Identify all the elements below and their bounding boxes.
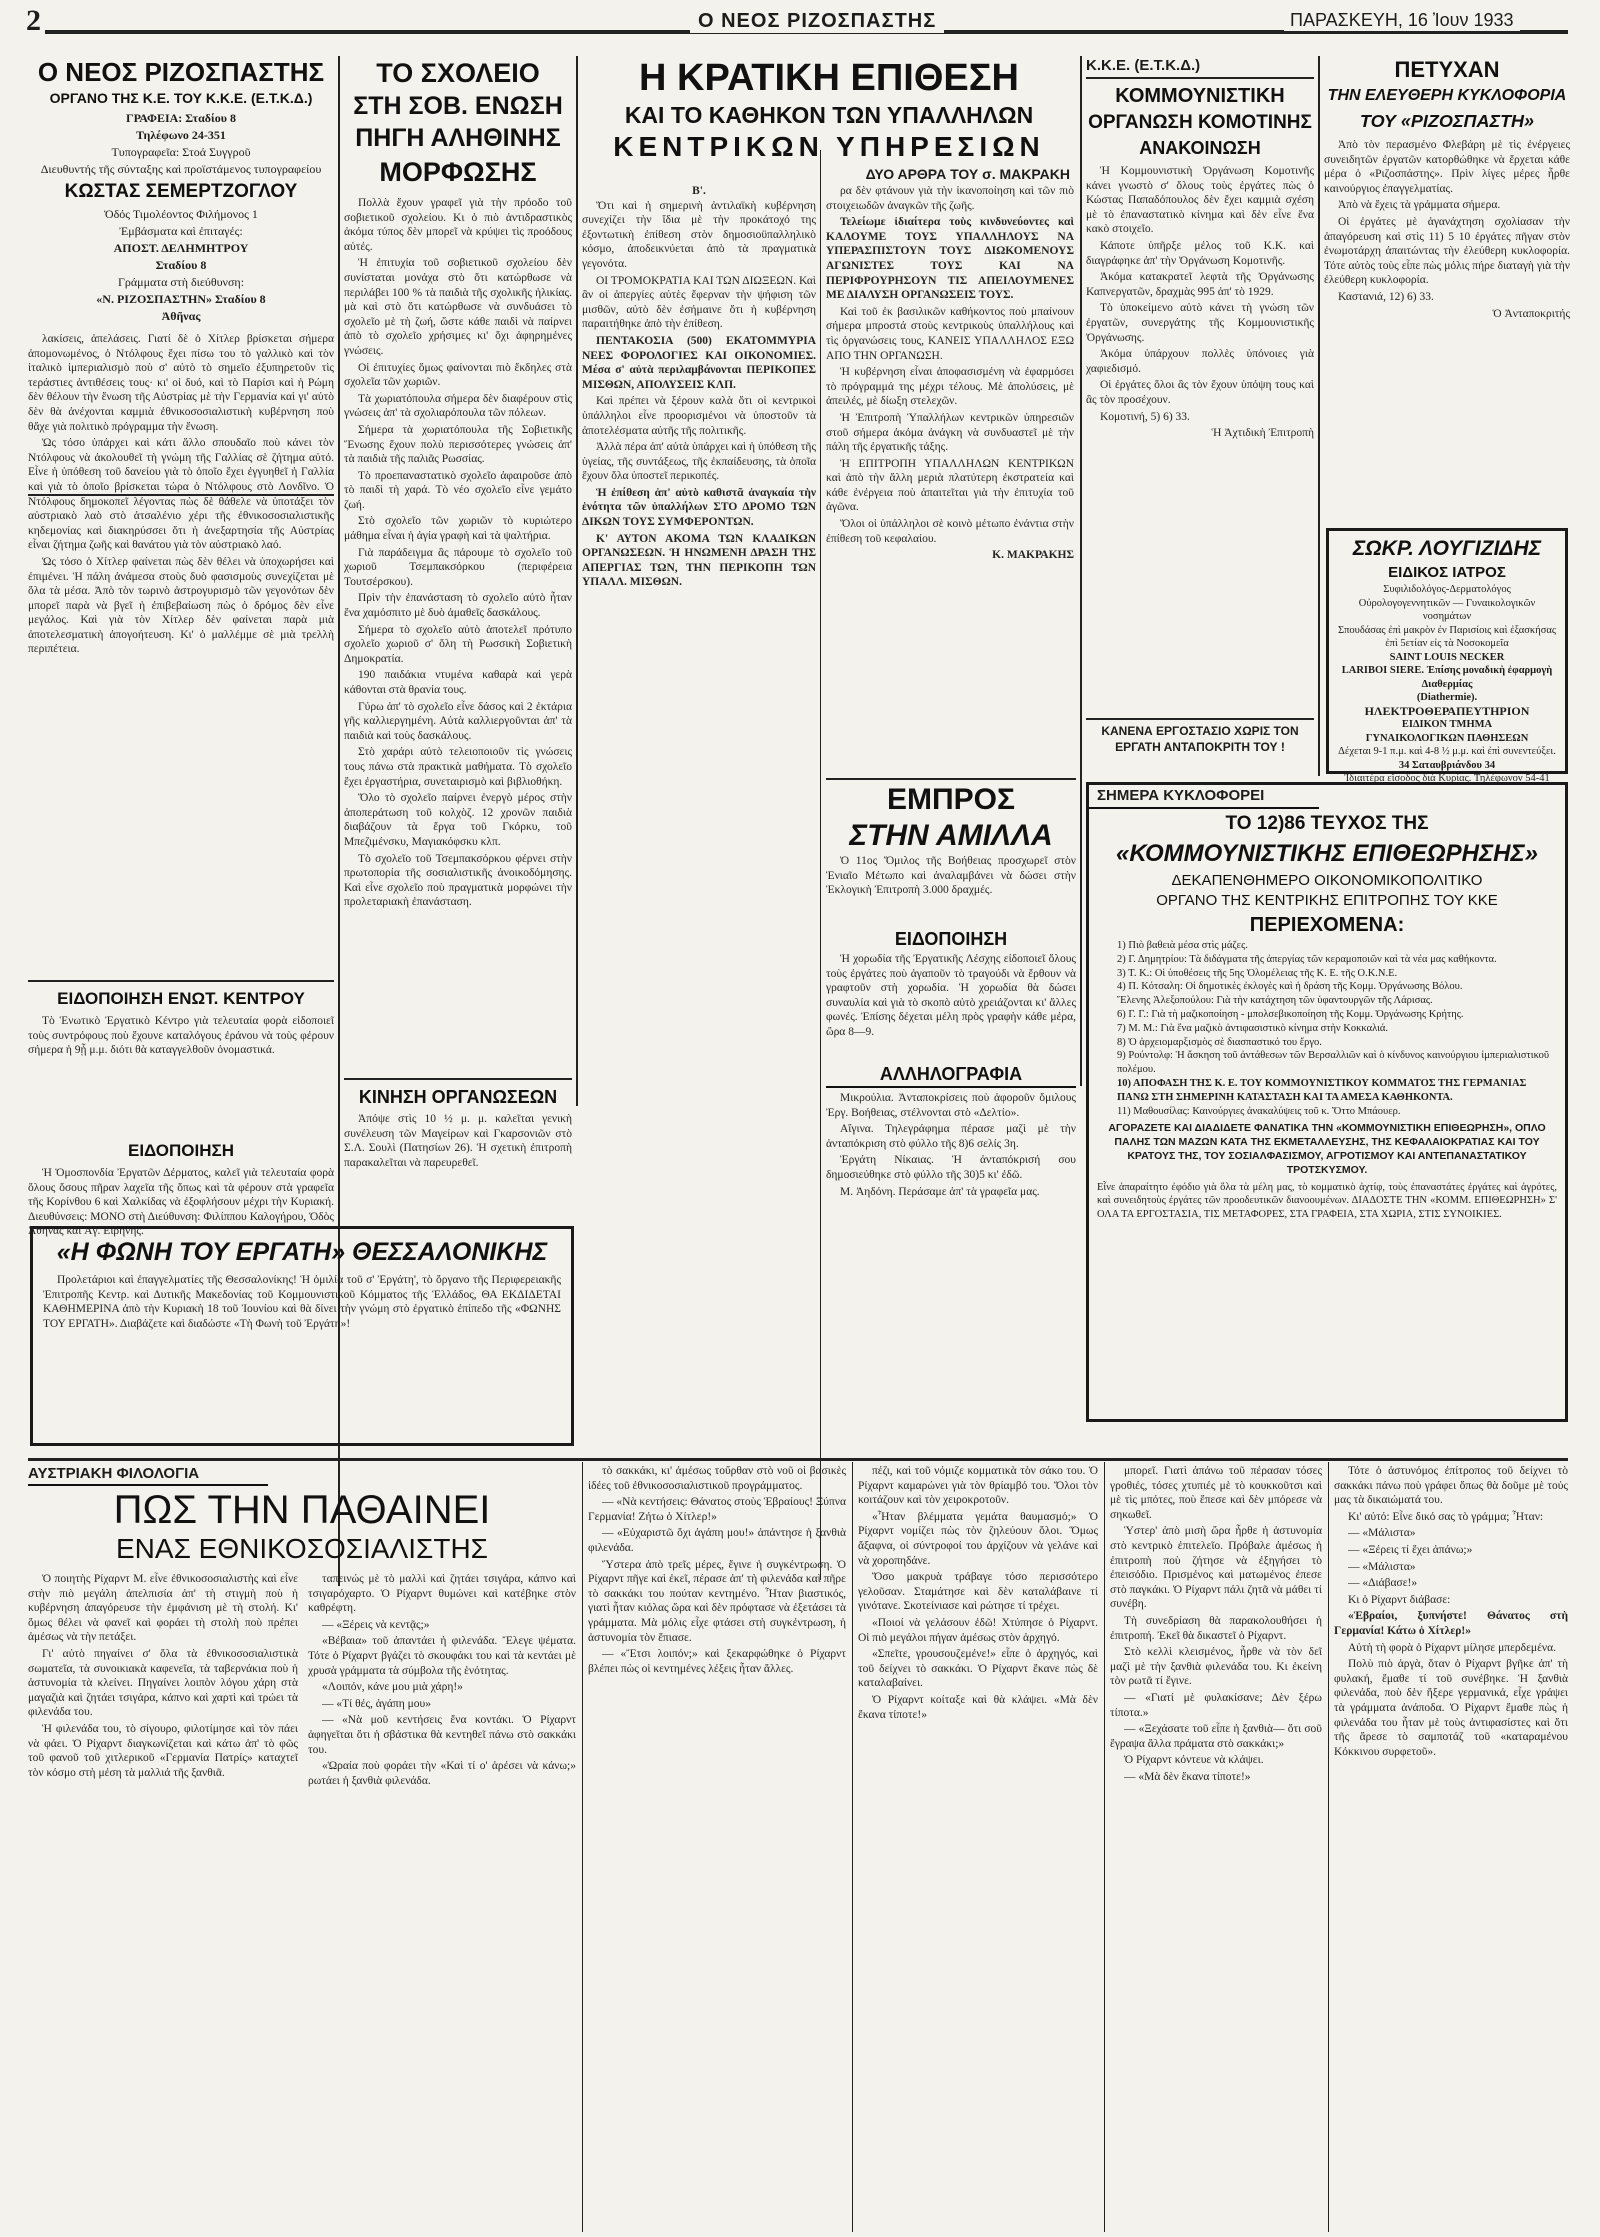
review-item: 11) Μαθουσίλας: Καινούργιες ἀνακαλύψεις τοῦ κ. Ὄττο Μπάουερ. bbox=[1117, 1105, 1401, 1117]
doctor-line: SAINT LOUIS NECKER bbox=[1389, 651, 1505, 663]
paragraph: πέζι, καὶ τοῦ νόμιζε κομματικὰ τὸν σάκο του. Ὁ Ρίχαρντ καμαρώνει γιὰ τὸν θρίαμβό του. Ὅλοι τὸν κοιτάζουν καὶ τὸν χειροκροτοῦν. bbox=[858, 1465, 1098, 1507]
doctor-line: Δέχεται 9-1 π.μ. καὶ 4-8 ½ μ.μ. καὶ ἐπὶ συνεντεύξει. bbox=[1338, 746, 1556, 757]
paragraph: Ὅσο μακρυὰ τράβαγε τόσο περισσότερο γελοῦσαν. Σταμάτησε καὶ δὲν καταλάβαινε τί γινότανε. Σκοτείνιασε καὶ ρώτησε τί τρέχει. bbox=[858, 1571, 1098, 1613]
doctor-line: Σπουδάσας ἐπὶ μακρὸν ἐν Παρισίοις καὶ ἐξασκήσας ἐπὶ 5ετίαν εἰς τὰ Νοσοκομεῖα bbox=[1337, 624, 1557, 649]
paragraph: Πολὺ πιὸ ἀργὰ, ὅταν ὁ Ρίχαρντ βγῆκε ἀπ' τὴ φυλακή, ἔμαθε τί τοῦ συνέβηκε. Ἡ ξανθιὰ φιλενάδα, ποὺ δὲν ἤξερε γερμανικά, εἶχε γράψει τὰ γράμματα ἀνάποδα. Ὁ Ρίχαρντ ἔμαθε πὼς ἡ φιλενάδα του ἦταν μὲ τοὺς ἀντιφασίστες καὶ ὅτι τῆς ἄρεσε τὸ σαμποτάζ τοῦ «καταραμένου Κόκκινου συρφετοῦ». bbox=[1334, 1658, 1568, 1758]
movement-title: ΚΙΝΗΣΗ ΟΡΓΑΝΩΣΕΩΝ bbox=[358, 1087, 558, 1107]
paragraph: Κομοτινή, 5) 6) 33. bbox=[1100, 410, 1190, 423]
notice-textile-text: Ἡ Ὁμοσπονδία Ἐργατῶν Δέρματος, καλεῖ γιὰ τελευταία φορὰ ὅλους ὅσους πῆραν λαχεῖα τῆς ὅπως καὶ τὰ φέρουν στὰ γραφεῖα τῆς Κορίνθου 6 καὶ Χαλκίδας νὰ ἐξοφλήσουν μέχρι τὴν Κυριακή. Διευθύνσεις: ΜΟΝΟ στὴ Διεύθυνση: Φιλίππου Καλογήρου, Ὁδὸς Ἀθηνᾶς καὶ Ἀγ. Εἰρήνης. bbox=[28, 1167, 334, 1238]
paragraph: Ἀλλὰ πέρα ἀπ' αὐτὰ ὑπάρχει καὶ ἡ ὑπόθεση τῆς ὑγείας, τῆς συντάξεως, τῆς ἐκπαίδευσης, τὰ ὁποῖα ἔχουν ὅλα ὑποστεῖ περικοπές. bbox=[582, 441, 816, 483]
letter-line: Αἴγινα. Τηλεγράφημα πέρασε μαζὶ μὲ τὴν ἀνταπόκριση στὸ φύλλο τῆς 8)6 σελίς 3η. bbox=[826, 1123, 1076, 1150]
forward-title: ΕΜΠΡΟΣ bbox=[886, 783, 1015, 816]
paragraph: «Σπεῖτε, γρουσουζεμένε!» εἶπε ὁ ἀρχηγός, καὶ τοῦ δείχνει τὸ σακκάκι. Ὁ Ρίχαρντ ἔκανε πὼς δὲ καταλαβαίνει. bbox=[858, 1648, 1098, 1690]
paragraph: Ὅλοι οἱ ὑπάλληλοι σὲ κοινὸ μέτωπο ἐνάντια στὴν ἐπίθεση τοῦ κεφαλαίου. bbox=[826, 518, 1074, 545]
paragraph: Πρὶν τὴν ἐπανάσταση τὸ σχολεῖο αὐτὸ ἦταν ἕνα χαμόσπιτο μὲ δυὸ ἀμαθεῖς δασκάλους. bbox=[344, 592, 572, 620]
paragraph: — «Ξέρεις νὰ κεντᾷς;» bbox=[322, 1618, 430, 1631]
paragraph: Στὸ κελλὶ κλεισμένος, ἦρθε νὰ τὸν δεῖ μαζὶ μὲ τὴν ξανθιὰ φιλενάδα του. Κι ἐκείνη τὸν ρωτᾶ τί ἔγινε. bbox=[1110, 1646, 1322, 1688]
notice-elec-text: Ἡ χορωδία τῆς Ἐργατικῆς Λέσχης εἰδοποιεῖ ὅλους τοὺς ἐργάτες ποὺ ἀγαποῦν τὸ τραγούδι νὰ ἔρθουν νὰ γραφτοῦν στὴ χορωδία. Ἡ χορωδία θὰ δώσει συναυλία καὶ γιὰ τὸ σκοπὸ αὐτὸ χρειάζονται κι' ἄλλες φωνές. Ἐπίσης δέχεται μέλη πρὸς γραφὴν κάθε μέρα, ὥρα 8—9. bbox=[826, 953, 1076, 1038]
paragraph: Καὶ τοῦ ἐκ βασιλικῶν καθήκοντος ποὺ μπαίνουν σήμερα μπροστά στοὺς κεντρικοὺς ὑπαλλήλους καὶ τὶς ὀργανώσεις τους, ΚΑΝΕΙΣ ΥΠΑΛΛΗΛΟΣ ΕΞΩ ΑΠΟ ΤΗΝ ΟΡΓΑΝΩΣΗ. bbox=[826, 305, 1074, 362]
review-item: 6) Γ. Γ.: Γιὰ τὴ μαζικοποίηση - μπολσεβικοποίηση τῆς Κομμ. Ὀργάνωσης Κρήτης. bbox=[1117, 1008, 1464, 1020]
movement-article bbox=[344, 1078, 572, 1218]
paragraph: Ἡ ἐπίθεση ἀπ' αὐτὸ καθιστᾶ ἀναγκαία τὴν ἑνότητα τῶν ὑπαλλήλων ΣΤΟ ΔΡΟΜΟ ΤΩΝ ΔΙΚΩΝ ΤΟΥΣ ΣΥΜΦΕΡΟΝΤΩΝ. bbox=[582, 486, 816, 529]
doctor-ad bbox=[1326, 528, 1568, 784]
paragraph: Ἡ κυβέρνηση εἶναι ἀποφασισμένη νὰ ἐφαρμόσει τὸ πρόγραμμά της μέχρι τέλους. Μὲ ἀπολύσεις, μὲ ἀπειλές, μὲ δίωξη στελεχῶν. bbox=[826, 366, 1074, 408]
doctor-line: LARIBOI SIERE. Ἐπίσης μοναδικὴ ἐφαρμογὴ Διαθερμίας bbox=[1341, 665, 1553, 690]
paragraph: Ἡ Κομμουνιστικὴ Ὀργάνωση Κομοτινῆς κάνει γνωστὸ σ' ὅλους τοὺς ἐργάτες πὼς ὁ Κώστας Παπαδόπουλος δὲν ἔχει καμμιὰ σχέση μὲ τὸ ἐπαναστατικὸ κίνημα καὶ δὲν εἶνε ἕνα κακὸ στοιχεῖο. bbox=[1086, 165, 1314, 236]
issue-date: ΠΑΡΑΣΚΕΥΗ, 16 Ἰουν 1933 bbox=[1284, 10, 1520, 31]
notice-textile-title: ΕΙΔΟΠΟΙΗΣΗ bbox=[127, 1141, 235, 1160]
kke-title: ΟΡΓΑΝΩΣΗ ΚΟΜΟΤΙΝΗΣ bbox=[1088, 112, 1312, 133]
nazi-article bbox=[28, 1462, 1568, 2232]
doctor-line: Συφιλιδολόγος-Δερματολόγος bbox=[1383, 584, 1511, 595]
notice-elec bbox=[826, 926, 1076, 1061]
paragraph: Ὅτι καὶ ἡ σημερινὴ ἀντιλαϊκὴ κυβέρνηση συνεχίζει τὴν ἴδια μὲ τὴν προκάτοχό της ἐξοντωτικὴ ἐπίθεση στὸν δημοσιοϋπαλληλικὸ κόσμο, ἀποδεικνύεται ἀπὸ τὰ πραγματικὰ γεγονότα. bbox=[582, 199, 816, 270]
nazi-col3 bbox=[588, 1464, 846, 2227]
nazi-col2 bbox=[308, 1572, 576, 2227]
kke-title: ΚΟΜΜΟΥΝΙΣΤΙΚΗ bbox=[1115, 85, 1285, 107]
school-title: ΣΤΗ ΣΟΒ. ΕΝΩΣΗ bbox=[353, 92, 563, 120]
paragraph: Σήμερα τὰ χωριατόπουλα τῆς Σοβιετικῆς Ἕνωσης ἔχουν πολὺ περισσότερες γνώσεις ἀπ' τὰ παιδιὰ τῆς παλιᾶς Ρωσσίας. bbox=[344, 423, 572, 466]
review-title: «ΚΟΜΜΟΥΝΙΣΤΙΚΗΣ ΕΠΙΘΕΩΡΗΣΗΣ» bbox=[1116, 840, 1538, 867]
signature: Ἡ Ἀχτιδικὴ Ἐπιτροπὴ bbox=[1211, 427, 1314, 440]
review-subtitle: ΔΕΚΑΠΕΝΘΗΜΕΡΟ ΟΙΚΟΝΟΜΙΚΟΠΟΛΙΤΙΚΟ bbox=[1171, 872, 1483, 889]
doctor-line: (Diathermie). bbox=[1416, 692, 1478, 703]
paragraph: Οἱ ἐργάτες ὅλοι ἂς τὸν ἔχουν ὑπόψη τους καὶ ἂς τὸν προσέχουν. bbox=[1086, 379, 1314, 406]
page-header bbox=[0, 0, 1600, 40]
paragraph: λακίσεις, ἀπελάσεις. Γιατί δὲ ὁ Χίτλερ βρίσκεται σήμερα ἀπομονωμένος, ὁ Ντόλφους ἔχει πίσω του τὸ γαλλικὸ καὶ τὸν ἰταλικὸ ἰμπεριαλισμὸ ποὺ σ' αὐτὸ τὸ σημεῖο ἐξυπηρετοῦν τὶς τεράστιες ἀντιθέσεις τους· κι' οἱ δυό, καὶ τὸ Παρίσι καὶ ἡ Ρώμη δὲν θέλουν τὴν ἕνωση τῆς Αὐστρίας μὲ τὴν Γερμανία καὶ γι' αὐτὸ δὲν θὰ ἀνέχονται καμμιὰ ἐθνικοσοσιαλιστικὴ κυβέρνηση ποὺ θἄχε γιὰ πολιτικὸ πρόγραμμα τὴν ἕνωση. bbox=[28, 333, 334, 433]
voice-text: Προλετάριοι καὶ ἐπαγγελματίες τῆς Θεσσαλονίκης! Ἡ ὁμιλία τοῦ σ' Ἐργάτη', τὸ ὄργανο τῆς Περιφερειακῆς Ἐπιτροπῆς Κεντρ. καὶ Δυτικῆς Μακεδονίας τοῦ Κομμουνιστικοῦ Κόμματος τῆς Ἑλλάδος, ΘΑ ΕΚΔΙΔΕΤΑΙ ΚΑΘΗΜΕΡΙΝΑ ἀπὸ τὴν Κυριακὴ 18 τοῦ Ἰουνίου καὶ θὰ δίνει τὴν γνώμη στὸ ἐργατικὸ ἐπίπεδο τῆς «ΦΩΝΗΣ ΤΟΥ ΕΡΓΑΤΗ». Διαβάζετε καὶ διαδώστε «Τὴ Φωνὴ τοῦ Ἐργάτη»! bbox=[43, 1274, 561, 1330]
state-title: Η ΚΡΑΤΙΚΗ ΕΠΙΘΕΣΗ bbox=[639, 57, 1019, 99]
paragraph: — «Ξέρεις τί ἔχει ἀπάνω;» bbox=[1348, 1543, 1473, 1556]
state-title: ΚΕΝΤΡΙΚΩΝ ΥΠΗΡΕΣΙΩΝ bbox=[613, 131, 1045, 162]
doctor-line: ΕΙΔΙΚΟΝ ΤΜΗΜΑ bbox=[1401, 719, 1493, 730]
doctor-line: 34 Σαταυβριάνδου 34 bbox=[1398, 759, 1496, 771]
signature: Κ. ΜΑΚΡΑΚΗΣ bbox=[992, 549, 1074, 562]
voice-banner bbox=[30, 1226, 574, 1446]
paragraph: τὸ σακκάκι, κι' ἀμέσως τοὔρθαν στὸ νοῦ οἱ βασικὲς ἰδέες τοῦ ἐθνικοσοσιαλιστικοῦ προγράμματος. bbox=[588, 1465, 846, 1492]
review-item: 2) Γ. Δημητρίου: Τὰ διδάγματα τῆς ἀπεργίας τῶν κεραμοποιῶν καὶ τὰ νέα μας καθήκοντα. bbox=[1117, 953, 1497, 965]
signature: Ὁ Ἀνταποκριτής bbox=[1492, 307, 1570, 320]
free-title: ΠΕΤΥΧΑΝ bbox=[1394, 57, 1500, 82]
no-factory bbox=[1086, 718, 1314, 774]
publisher-line: Διευθυντής τῆς σύνταξης καὶ προϊστάμενος τυπογραφείου bbox=[40, 162, 322, 176]
forward-text: Ὁ 11ος Ὅμιλος τῆς Βοήθειας προσχωρεῖ στὸν Ἑνιαῖο Μέτωπο καὶ ἀναλαμβάνει νὰ δώσει στὴν Ἐκλογικὴ Ἐπιτροπὴ 3.000 δραχμές. bbox=[826, 855, 1076, 897]
paragraph: Ἡ Ἐπιτροπὴ Ὑπαλλήλων κεντρικῶν ὑπηρεσιῶν στοῦ σήμερα ἀκόμα ἀνάγκη νὰ συνδυαστεῖ μὲ τὴν πάλη τῆς ἐργατικῆς τάξης. bbox=[826, 411, 1074, 454]
review-closing: Εἶνε ἀπαραίτητο ἐφόδιο γιὰ ὅλα τὰ μέλη μας, τὸ κομματικὸ ἀχτίφ, τοὺς ἐπαναστάτες ἐργάτες καὶ ἀγρότες, καὶ συνειδητοὺς ἐργάτες τῶν προοδευτικῶν διανοουμένων. ΔΙΑΔΟΣΤΕ ΤΗΝ «ΚΟΜΜ. ΕΠΙΘΕΩΡΗΣΗ» Σ' ΟΛΑ ΤΑ ΕΡΓΟΣΤΑΣΙΑ, ΤΙΣ ΜΕΤΑΦΟΡΕΣ, ΣΤΑ ΓΡΑΦΕΙΑ, ΣΤΑ ΧΩΡΙΑ, ΣΤΙΣ ΣΥΝΟΙΚΙΕΣ. bbox=[1097, 1181, 1557, 1221]
paragraph: Ἀπὸ τὸν περασμένο Φλεβάρη μὲ τὶς ἐνέργειες συνειδητῶν ἐργατῶν κατορθώθηκε νὰ ἔρχεται κάθε μέρα ὁ «Ριζοσπάστης». Πρὶν λίγες μέρες ἦρθε καινούργιος ἐπαγγελματίας. bbox=[1324, 139, 1570, 195]
paragraph: Καὶ πρέπει νὰ ξέρουν καλὰ ὅτι οἱ κεντρικοὶ ὑπάλληλοι εἶνε προορισμένοι νὰ ὑποστοῦν τὰ ἀποτελέσματα αὐτῆς τῆς πολιτικῆς. bbox=[582, 395, 816, 437]
paragraph: Ἀκόμα κατακρατεῖ λεφτὰ τῆς Ὀργάνωσης Καπνεργατῶν, δραχμὰς 995 ἀπ' τὸ 1929. bbox=[1086, 271, 1314, 298]
paragraph: 190 παιδάκια ντυμένα καθαρὰ καὶ γερὰ κάθονται στὰ θρανία τους. bbox=[344, 669, 572, 696]
paragraph: Οἱ ἐργάτες μὲ ἀγανάχτηση σχολίασαν τὴν ἀπαγόρευση καὶ στὶς 11) 5 10 ἐργάτες πῆγαν στὸν ἐνωμοτάρχη ἀπαιτώντας τὴν ἐλεύθερη κυκλοφορία. Τότε αὐτὸς τοὺς εἶπε πὼς μόλις πήρε διαταγὴ γιὰ τὴν ἐλεύθερη κυκλοφορία. bbox=[1324, 215, 1570, 287]
paragraph: Κάποτε ὑπῆρξε μέλος τοῦ Κ.Κ. καὶ διαγράφηκε ἀπ' τὴν Ὀργάνωση Κομοτινῆς. bbox=[1086, 239, 1314, 267]
letter-line: Ἐργάτη Νίκαιας. Ἡ ἀνταπόκρισή σου δημοσιεύθηκε στὸ φύλλο τῆς 30)5 κι' ἐδῶ. bbox=[826, 1154, 1076, 1181]
rizospastis-free bbox=[1324, 56, 1570, 526]
paragraph: Τελείωμε ἰδιαίτερα τοὺς κινδυνεύοντες καὶ ΚΑΛΟΥΜΕ ΤΟΥΣ ΥΠΑΛΛΗΛΟΥΣ ΝΑ ΥΠΕΡΑΣΠΙΣΤΟΥΝ ΤΟΥΣ ΔΙΩΚΟΜΕΝΟΥΣ ΑΓΩΝΙΣΤΕΣ ΤΟΥΣ ΚΑΙ ΝΑ ΠΕΡΙΦΡΟΥΡΗΣΟΥΝ ΤΙΣ ΑΠΕΙΛΟΥΜΕΝΕΣ ΜΕ ΔΙΑΛΥΣΗ ΟΡΓΑΝΩΣΕΙΣ ΤΟΥΣ. bbox=[826, 216, 1074, 302]
paragraph: Τὴ συνεδρίαση θὰ παρακολουθήσει ἡ ἐπιτροπή. Ἐκεῖ θὰ δικαστεῖ ὁ Ρίχαρντ. bbox=[1110, 1614, 1322, 1642]
paragraph: — «Μάλιστα» bbox=[1348, 1527, 1416, 1540]
paragraph: Αὐτὴ τὴ φορὰ ὁ Ρίχαρντ μίλησε μπερδεμένα. bbox=[1348, 1641, 1557, 1654]
paragraph: Τότε ὁ ἀστυνόμος ἐπίτροπος τοῦ δείχνει τὸ σακκάκι πάνω ποὺ γράφει ὅπως θὰ δοῦμε μὲ τοὐς μας τὰ δικαιώματά του. bbox=[1334, 1465, 1568, 1507]
publisher-director: ΚΩΣΤΑΣ ΣΕΜΕΡΤΖΟΓΛΟΥ bbox=[64, 181, 298, 202]
paragraph: Ὁ ποιητὴς Ρίχαρντ Μ. εἶνε ἐθνικοσοσιαλιστὴς καὶ εἶνε στὴν πιὸ μεγάλη ἀπελπισία ἀπ' τὴ στιγμὴ ποὺ ἡ κυβέρνηση ἀπαγόρευσε τὴν ἐμφάνιση μὲ τὴ στολή. Κι' ὅμως θέλει νὰ φανεῖ καὶ φοράει τὴ στολὴ ποὺ πρέπει ἀμέσως νὰ τὴν πετάξει. bbox=[28, 1573, 298, 1644]
paragraph: «Ποιοί νὰ γελάσουν ἐδῶ! Χτύπησε ὁ Ρίχαρντ. Οἱ πιὸ μεγάλοι πήγαν ἀμέσως στὸν ἀρχηγό. bbox=[858, 1616, 1098, 1644]
paragraph: «Βέβαια» τοῦ ἀπαντάει ἡ φιλενάδα. Ἔλεγε ψέματα. Τότε ὁ Ρίχαρντ βγάζει τὸ σκουφάκι του καὶ τὰ κεντάει μὲ χρυσὰ γράμματα τὰ σύμβολα τῆς ἑνότητας. bbox=[308, 1635, 576, 1677]
notice-central bbox=[28, 980, 334, 1150]
review-subtitle: ΟΡΓΑΝΟ ΤΗΣ ΚΕΝΤΡΙΚΗΣ ΕΠΙΤΡΟΠΗΣ ΤΟΥ ΚΚΕ bbox=[1156, 892, 1498, 909]
paragraph: — «Διάβασε!» bbox=[1348, 1577, 1418, 1590]
publisher-line: Τυπογραφεῖα: Στοά Συγγροῦ bbox=[111, 145, 251, 159]
publisher-line: Τηλέφωνο 24-351 bbox=[136, 128, 226, 142]
paragraph: Ἡ ἐπιτυχία τοῦ σοβιετικοῦ σχολείου δὲν συνίσταται μονάχα στὸ ὅτι κατώρθωσε νὰ περιλάβει 100 % τὰ παιδιὰ τῆς σχολικῆς ἡλικίας. μὰ καὶ στὸ ὅτι κατώρθωσε νὰ συνδυάσει τὸ σχολεῖο μὲ τὴ ζωή, ὥστε κάθε παιδὶ νὰ παίρνει ἀπὸ τὸ σχολεῖο χρήσιμες κι' ὄχι ἀφηρημένες γνώσεις. bbox=[344, 257, 572, 357]
doctor-line: ΗΛΕΚΤΡΟΘΕΡΑΠΕΥΤΗΡΙΟΝ bbox=[1364, 703, 1530, 718]
state-title: ΚΑΙ ΤΟ ΚΑΘΗΚΟΝ ΤΩΝ ΥΠΑΛΛΗΛΩΝ bbox=[624, 102, 1034, 128]
paragraph: Ἡ ΕΠΙΤΡΟΠΗ ΥΠΑΛΛΗΛΩΝ ΚΕΝΤΡΙΚΩΝ καὶ ἀπὸ τὴν ἄλλη μεριὰ πλατύτερη ἐκστρατεία καὶ κάθε ἐνέργεια ποὺ ἀπαιτεῖται γιὰ τὴν ἐπιτυχία τοῦ ἀγῶνα. bbox=[826, 457, 1074, 514]
paragraph: ΠΕΝΤΑΚΟΣΙΑ (500) ΕΚΑΤΟΜΜΥΡΙΑ ΝΕΕΣ ΦΟΡΟΛΟΓΙΕΣ ΚΑΙ ΟΙΚΟΝΟΜΙΕΣ. Μέσα σ' αὐτὰ περιλαμβάνονται ΠΕΡΙΚΟΠΕΣ ΜΙΣΘΩΝ, ΑΠΟΛΥΣΕΙΣ ΚΛΠ. bbox=[582, 334, 816, 391]
movement-text: Ἀπόψε στὶς 10 ½ μ. μ. καλεῖται γενικὴ συνέλευση τῶν Μαγείρων καὶ Γκαρσονιῶν στὸ Σ.Λ. Σουλὶ (Πατησίων 26). Ἡ σχετικὴ ἐπιτροπὴ παρακαλεῖται νὰ παρευρεθεῖ. bbox=[344, 1113, 572, 1169]
paragraph: — «Τί θές, ἀγάπη μου» bbox=[322, 1697, 431, 1710]
paragraph: Στὸ σχολεῖο τῶν χωριῶν τὸ κυριώτερο μάθημα εἶναι ἡ ἁγία γραφὴ καὶ τὰ ψαλτήρια. bbox=[344, 515, 572, 543]
paragraph: Ὁ Ρίχαρντ κοίταξε καὶ θὰ κλάψει. «Μὰ δὲν ἔκανα τίποτε!» bbox=[858, 1693, 1098, 1721]
paragraph: «Ἦταν βλέμματα γεμάτα θαυμασμό;» Ὁ Ρίχαρντ νομίζει πὼς τὸν ζηλεύουν ὅλοι. Ὅμως ἄξαφνα, οἱ σύντροφοί του ἀρχίζουν νὰ γελάνε καὶ νὰ χοροπηδάνε. bbox=[858, 1510, 1098, 1567]
nazi-col4 bbox=[858, 1464, 1098, 2227]
review-item: 3) Τ. Κ.: Οἱ ὑποθέσεις τῆς 5ης Ὁλομέλειας τῆς Κ. Ε. τῆς Ο.Κ.Ν.Ε. bbox=[1117, 967, 1398, 979]
paragraph: — «Ἔτσι λοιπόν;» καὶ ξεκαρφώθηκε ὁ Ρίχαρντ βλέπει πὼς οἱ κεντημένες λέξεις ἦταν ἄλλες. bbox=[588, 1648, 846, 1675]
nazi-col5 bbox=[1110, 1464, 1322, 2227]
paragraph: — «Νὰ μοῦ κεντήσεις ἕνα κοντάκι. Ὁ Ρίχαρντ ἀφηγεῖται ὅτι ἡ σβάστικα θὰ κεντηθεῖ πάνω στὸ σακκάκι του. bbox=[308, 1714, 576, 1756]
school-title: ΜΟΡΦΩΣΗΣ bbox=[379, 157, 537, 187]
doctor-line: ΓΥΝΑΙΚΟΛΟΓΙΚΩΝ ΠΑΘΗΣΕΩΝ bbox=[1365, 732, 1529, 744]
paragraph: μπορεῖ. Γιατὶ ἀπάνω τοῦ πέρασαν τόσες γροθιές, τόσες χτυπιές μὲ τὸ κουκκοῦτσι καὶ μὲ τὶς μπότες, ποὺ ἔπεσε καὶ δὲν μπόρεσε νὰ σηκωθεῖ. bbox=[1110, 1465, 1322, 1521]
school-title: ΠΗΓΗ ΑΛΗΘΙΝΗΣ bbox=[355, 124, 561, 152]
kke-komotini bbox=[1086, 56, 1314, 716]
paragraph: Γιὰ παράδειγμα ἂς πάρουμε τὸ σχολεῖο τοῦ χωριοῦ Τσεμπακσόρκου (περιφέρεια Τουτσέρσκου). bbox=[344, 546, 572, 588]
publisher-address: Ὁδός Τιμολέοντος Φιλήμονος 1 bbox=[104, 207, 258, 221]
paragraph: Ὡς τόσο ὑπάρχει καὶ κάτι ἄλλο σπουδαῖο ποὺ κάνει τὸν Ντόλφους νὰ ἀκολουθεῖ τὴ γνώμη τῆς Γαλλίας σὲ ζήτημα αὐτό. Εἶνε ἡ ὑπόθεση τοῦ δανείου γιὰ τὸ ὁποῖο ἔχει ἐγγυηθεῖ ἡ Γαλλία καὶ γιὰ τὸ ὁποῖο βρίσκεται τώρα ὁ Ντόλφους στὸ Λονδῖνο. Ὁ Ντόλφους δημοκοπεῖ λέγοντας πὼς δὲ θάθελε νὰ ὑποτάξει τὸν αὐστριακὸ λαὸ στὸ ἀτσαλένιο χέρι τῆς ἐθνικοσοσιαλιστικῆς κηδεμονίας καὶ διακηρύσσει ὅτι ἡ ἀνεξαρτησία τῆς Αὐστρίας εἶναι ζήτημα ζωῆς καὶ θανάτου γιὰ τὸν αὐστριακὸ λαό. bbox=[28, 437, 334, 552]
paragraph: Ἀπὸ νὰ ἔχεις τὰ γράμματα σήμερα. bbox=[1338, 199, 1501, 212]
paragraph: «Λοιπόν, κάνε μου μιὰ χάρη!» bbox=[322, 1681, 463, 1694]
paragraph: Γύρω ἀπ' τὸ σχολεῖο εἶνε δάσος καὶ 2 ἐκτάρια γῆς καλλιεργημένη. Αὐτὰ καλλιεργοῦνται ἀπ' τὰ παιδιὰ καὶ τοὺς δασκάλους. bbox=[344, 700, 572, 742]
letter-line: Μ. Ἀηδόνη. Περάσαμε ἀπ' τὰ γραφεῖα μας. bbox=[840, 1185, 1040, 1198]
state-byline: ΔΥΟ ΑΡΘΡΑ ΤΟΥ σ. ΜΑΚΡΑΚΗ bbox=[865, 166, 1070, 182]
publisher-address: «Ν. ΡΙΖΟΣΠΑΣΤΗΝ» Σταδίου 8 bbox=[96, 292, 266, 306]
paragraph: Τὰ χωριατόπουλα σήμερα δὲν διαφέρουν στὶς γνώσεις ἀπ' τὰ σχολιαρόπουλα τῶν πόλεων. bbox=[344, 392, 572, 420]
paragraph: Ὁ Ρίχαρντ κόντευε νὰ κλάψει. bbox=[1124, 1754, 1264, 1767]
review-item: 7) Μ. Μ.: Γιὰ ἕνα μαζικὸ ἀντιφασιστικὸ κίνημα στὴν Κοκκαλιά. bbox=[1117, 1022, 1389, 1034]
state-col1 bbox=[582, 184, 816, 1144]
paragraph: ρα δὲν φτάνουν γιὰ τὴν ἱκανοποίηση καὶ τῶν πιὸ στοιχειωδῶν ἀναγκῶν τῆς ζωῆς. bbox=[826, 185, 1074, 212]
paragraph: Τὸ προεπαναστατικὸ σχολεῖο ἀφαιροῦσε ἀπὸ τὸ παιδὶ τὴ χαρά. Τὸ νέο σχολεῖο εἶνε γεμάτο ζωή. bbox=[344, 469, 572, 511]
paragraph: Τὸ ὑποκείμενο αὐτὸ κάνει τὴ γνώση τῶν ἐργατῶν, συνεργάτης τῆς Κομμουνιστικῆς Ὀργάνωσης. bbox=[1086, 302, 1314, 344]
paragraph: — «Μάλιστα» bbox=[1348, 1560, 1416, 1573]
no-factory-text: ΚΑΝΕΝΑ ΕΡΓΟΣΤΑΣΙΟ ΧΩΡΙΣ ΤΟΝ ΕΡΓΑΤΗ ΑΝΤΑΠΟΚΡΙΤΗ ΤΟΥ ! bbox=[1101, 724, 1299, 754]
paragraph: — «Εὐχαριστῶ ὄχι ἀγάπη μου!» ἀπάντησε ἡ ξανθιὰ φιλενάδα. bbox=[588, 1527, 846, 1554]
doctor-line: Οὐρολογογεννητικῶν — Γυναικολογικῶν νοσημάτων bbox=[1358, 597, 1536, 622]
publisher-organ: ΟΡΓΑΝΟ ΤΗΣ Κ.Ε. ΤΟΥ Κ.Κ.Ε. (Ε.Τ.Κ.Δ.) bbox=[49, 90, 313, 106]
paragraph: Τὸ σχολεῖο τοῦ Τσεμπακσόρκου φέρνει στὴν πρωτοπορία τῆς σοσιαλιστικῆς ἀνοικοδόμησης. Καὶ εἶνε σχολεῖο ποὺ πραγματικὰ μορφώνει τὴν προλεταριακὴ ἐπανάσταση. bbox=[344, 852, 572, 909]
forward-title: ΣΤΗΝ ΑΜΙΛΛΑ bbox=[849, 819, 1053, 852]
dateline: Καστανιά, 12) 6) 33. bbox=[1338, 290, 1434, 303]
paragraph: — «Ξεχάσατε τοῦ εἶπε ἡ ξανθιὰ— ὅτι σοῦ ἔγραψα ἄλλα πράματα στὸ σακκάκι;» bbox=[1110, 1723, 1322, 1750]
forward-article bbox=[826, 778, 1076, 923]
review-box bbox=[1086, 782, 1568, 1422]
review-banner: ΣΗΜΕΡΑ ΚΥΚΛΟΦΟΡΕΙ bbox=[1089, 785, 1319, 809]
notice-central-text: Τὸ Ἑνωτικὸ Ἐργατικὸ Κέντρο γιὰ τελευταία φορὰ εἰδοποιεῖ τοὺς συντρόφους ποὺ ἔχουνε καταλόγους ἐράνου νὰ τοὺς φέρουν σήμερα ἡ 9ᾗ μ.μ. διότι θὰ καταγγελθοῦν ὀνομαστικά. bbox=[28, 1015, 334, 1057]
doctor-title: ΕΙΔΙΚΟΣ ΙΑΤΡΟΣ bbox=[1388, 564, 1506, 581]
school-title: ΤΟ ΣΧΟΛΕΙΟ bbox=[376, 58, 540, 88]
publisher-address: Ἀθῆνας bbox=[161, 309, 201, 323]
review-issue: ΤΟ 12)86 ΤΕΥΧΟΣ ΤΗΣ bbox=[1225, 813, 1429, 834]
paragraph: ταπεινώς μὲ τὸ μαλλὶ καὶ ζητάει τσιγάρα, κάπνο καὶ τσιγαρόχαρτο. Ὁ Ρίχαρντ θυμώνει καὶ κατέβηκε στὸν καθρέφτη. bbox=[308, 1573, 576, 1615]
nazi-tag: ΑΥΣΤΡΙΑΚΗ ΦΙΛΟΛΟΓΙΑ bbox=[28, 1464, 268, 1486]
kke-tag: Κ.Κ.Ε. (Ε.Τ.Κ.Δ.) bbox=[1086, 57, 1201, 74]
review-appeal: ΑΓΟΡΑΖΕΤΕ ΚΑΙ ΔΙΑΔΙΔΕΤΕ ΦΑΝΑΤΙΚΑ ΤΗΝ «ΚΟΜΜΟΥΝΙΣΤΙΚΗ ΕΠΙΘΕΩΡΗΣΗ», ΟΠΛΟ ΠΑΛΗΣ ΤΩΝ ΜΑΖΩΝ ΚΑΤΑ ΤΗΣ ΕΚΜΕΤΑΛΛΕΥΣΗΣ, ΤΗΣ ΚΕΦΑΛΑΙΟΚΡΑΤΙΑΣ ΚΑΙ ΤΟΥ ΚΡΑΤΟΥΣ ΤΗΣ, ΤΟΥ ΣΟΣΙΑΛΦΑΣΙΣΜΟΥ, ΑΓΡΟΤΙΣΜΟΥ ΚΑΙ ΑΝΤΕΠΑΝΑΣΤΑΤΙΚΟΥ ΤΡΟΤΣΚΥΣΜΟΥ. bbox=[1108, 1122, 1546, 1176]
nazi-title: ΕΝΑΣ ΕΘΝΙΚΟΣΟΣΙΑΛΙΣΤΗΣ bbox=[116, 1533, 488, 1564]
review-item: 10) ΑΠΟΦΑΣΗ ΤΗΣ Κ. Ε. ΤΟΥ ΚΟΜΜΟΥΝΙΣΤΙΚΟΥ ΚΟΜΜΑΤΟΣ ΤΗΣ ΓΕΡΜΑΝΙΑΣ ΠΑΝΩ ΣΤΗ ΣΗΜΕΡΙΝΗ ΚΑΤΑΣΤΑΣΗ ΚΑΙ ΤΑ ΑΜΕΣΑ ΚΑΘΗΚΟΝΤΑ. bbox=[1117, 1077, 1527, 1103]
publisher-address: Γράμματα στὴ διεύθυνση: bbox=[117, 275, 245, 289]
paragraph: Ὡς τόσο ὁ Χίτλερ φαίνεται πὼς δὲν θέλει νὰ ὑποχωρήσει καὶ ἐπιμένει. Ἡ πάλη ἀνάμεσα στοὺς δυὸ φασισμοὺς συνεχίζεται μὲ ὅλα τὰ μέσα. Ἀπὸ τὸν τωρινὸ ἀστρογυρισμὸ τῶν γεγονότων δὲν μπορεῖ παρὰ νὰ βγεῖ ἡ ἐπιβεβαίωση πὼς ὁ δρόμος δὲν εἶνε μεγάλος. Καὶ γιὰ τὸν Χίτλερ δὲν φαίνεται παρὰ μιὰ ἀποτελεσματικὴ ἀπογοήτευση. Κι' ὁ μαλλέμμε σὲ μιὰ τρελλὴ περιπέτεια. bbox=[28, 555, 334, 656]
paragraph: ΟΙ ΤΡΟΜΟΚΡΑΤΙΑ ΚΑΙ ΤΩΝ ΔΙΩΞΕΩΝ. Καὶ ἂν οἱ ἀπεργίες αὐτὲς ἔφερναν τὴν ψήφιση τῶν μισθῶν, αὐτὸ δὲν ἐσήμαινε ὅτι ἡ κυβέρνηση παραιτήθηκε ἀπὸ τὴν ἐπίθεση. bbox=[582, 274, 816, 331]
publisher-address: ΑΠΟΣΤ. ΔΕΛΗΜΗΤΡΟΥ bbox=[113, 241, 249, 255]
paragraph: «Ἑβραίοι, ξυπνήστε! Θάνατος στὴ Γερμανία! Κάτω ὁ Χίτλερ!» bbox=[1334, 1610, 1568, 1637]
page-number: 2 bbox=[26, 4, 45, 38]
voice-title: «Η ΦΩΝΗ ΤΟΥ ΕΡΓΑΤΗ» ΘΕΣΣΑΛΟΝΙΚΗΣ bbox=[56, 1238, 548, 1266]
nazi-col6 bbox=[1334, 1464, 1568, 2227]
paragraph: Ὑστερ' ἀπὸ μισὴ ὥρα ἦρθε ἡ ἀστυνομία στὸ κεντρικὸ ἐπιτελεῖο. Πρόβαλε ἀμέσως ἡ ἐπιτροπὴ ποὺ ζήτησε νὰ ἐξηγήσει τὸ ἐπεισόδιο. Πρισμένος καὶ ματωμένος ἐπεσε στὸ παγκάκι. Ὁ Ρίχαρντ πάλι ζητᾶ νὰ μάθει τί συνέβη. bbox=[1110, 1525, 1322, 1611]
paragraph: — «Γιατί μὲ φυλακίσανε; Δὲν ξέρω τίποτα.» bbox=[1110, 1691, 1322, 1719]
review-item: 4) Π. Κότσαλη: Οἱ δημοτικὲς ἐκλογὲς καὶ ἡ δράση τῆς Κομμ. Ὀργάνωσης Βόλου. bbox=[1117, 981, 1463, 993]
publisher-title: Ο ΝΕΟΣ ΡΙΖΟΣΠΑΣΤΗΣ bbox=[37, 57, 325, 87]
paragraph: — «Νὰ κεντήσεις: Θάνατος στοὺς Ἑβραίους! Ξύπνα Γερμανία! Ζήτω ὁ Χίτλερ!» bbox=[588, 1496, 846, 1523]
paragraph: Στὸ χαράρι αὐτὸ τελειοποιοῦν τὶς γνώσεις τους πάνω στὰ πρακτικὰ μαθήματα. Τὸ σχολεῖο ἔχει ἐργαστήρια, συνεταιρισμὸ καὶ βιβλιοθήκη. bbox=[344, 746, 572, 788]
school-article bbox=[344, 56, 572, 1106]
letters-article bbox=[826, 1062, 1076, 1212]
review-item: 1) Πιὸ βαθειὰ μέσα στὶς μάζες. bbox=[1117, 940, 1248, 951]
paragraph: Κι' αὐτό: Εἶνε δικό σας τὸ γράμμα; Ἦταν: bbox=[1348, 1510, 1544, 1523]
paragraph: Οἱ ἐπιτυχίες ὅμως φαίνονται πιὸ ἔκδηλες στὰ σχολεῖα τῶν χωριῶν. bbox=[344, 361, 572, 389]
paragraph: Κι ὁ Ρίχαρντ διάβασε: bbox=[1348, 1593, 1451, 1606]
letters-title: ΑΛΛΗΛΟΓΡΑΦΙΑ bbox=[826, 1062, 1076, 1088]
paragraph: Κ' ΑΥΤΟΝ ΑΚΟΜΑ ΤΩΝ ΚΛΑΔΙΚΩΝ ΟΡΓΑΝΩΣΕΩΝ. Ἡ ΗΝΩΜΕΝΗ ΔΡΑΣΗ ΤΗΣ ΑΠΕΡΓΙΑΣ ΤΩΝ, ΤΗΝ ΠΕΡΙΚΟΠΗ ΤΩΝ ΥΠΑΛΛ. ΜΙΣΘΩΝ. bbox=[582, 532, 816, 589]
austria-article bbox=[28, 332, 334, 972]
free-title: ΤΗΝ ΕΛΕΥΘΕΡΗ ΚΥΚΛΟΦΟΡΙΑ bbox=[1327, 87, 1567, 104]
doctor-name: ΣΩΚΡ. ΛΟΥΓΙΖΙΔΗΣ bbox=[1352, 537, 1542, 560]
review-item: 8) Ὁ ἀρχειομαρξισμὸς σὲ διασπαστικό του ἔργο. bbox=[1117, 1036, 1322, 1048]
nazi-col1 bbox=[28, 1572, 298, 2227]
state-col2 bbox=[826, 184, 1074, 824]
paragraph: Ἡ φιλενάδα του, τὸ σίγουρο, φιλοτίμησε καὶ τὸν πάει νὰ φάει. Ὁ Ρίχαρντ διαγκωνίζεται καὶ κάτω ἀπ' τὸ φῶς τοῦ φανοῦ τοῦ χιτλερικοῦ «Γερμανία Πατρίς» καταχτεῖ τὸν κόσμο στὴ μέση τὰ μαλλιά τῆς ξανθιᾶ. bbox=[28, 1722, 298, 1779]
nazi-title: ΠΩΣ ΤΗΝ ΠΑΘΑΙΝΕΙ bbox=[113, 1488, 491, 1532]
section-mark: Β'. bbox=[692, 185, 706, 197]
paragraph: «Ὡραία ποὺ φοράει τὴν «Καὶ τί ο' ἀρέσει νὰ κάνω;» ρωτάει ἡ ξανθιὰ φιλενάδα. bbox=[308, 1760, 576, 1787]
publisher-address: Σταδίου 8 bbox=[155, 258, 207, 272]
kke-title: ΑΝΑΚΟΙΝΩΣΗ bbox=[1139, 138, 1261, 158]
publisher-address: Ἐμβάσματα καὶ ἐπιταγές: bbox=[119, 224, 243, 238]
masthead: Ο ΝΕΟΣ ΡΙΖΟΣΠΑΣΤΗΣ bbox=[690, 10, 944, 33]
publisher-line: ΓΡΑΦΕΙΑ: Σταδίου 8 bbox=[126, 111, 236, 125]
paragraph: Ὕστερα ἀπὸ τρεῖς μέρες, ἔγινε ἡ συγκέντρωση. Ὁ Ρίχαρντ πῆγε καὶ ἐκεῖ, πέρασε ἀπ' τὴ φιλενάδα καὶ πῆρε τὸ σακκάκι του πούταν κεντημένο. Ἦταν βιαστικός, γιατὶ ἦταν κιόλας ὥρα καὶ δὲν πρόφτασε νὰ ἐξετάσει τὰ γράμματα. Μὰ μόλις εἶχε φτάσει στὴ συγκέντρωση, ἡ ἀστυνομία τὸν ἔπιασε. bbox=[588, 1558, 846, 1644]
review-item: 9) Ρούντολφ: Ἡ ἄσκηση τοῦ ἀντάθεσων τῶν Βερσαλλιῶν καὶ ὁ κίνδυνος καινούργιου ἰμπεριαλιστικοῦ πολέμου. bbox=[1117, 1050, 1550, 1076]
paragraph: Σήμερα τὸ σχολεῖο αὐτὸ ἀποτελεῖ πρότυπο σχολεῖο χωριοῦ σ' ὅλη τὴ Ρωσσικὴ Σοβιετικὴ Δημοκρατία. bbox=[344, 623, 572, 665]
paragraph: Πολλὰ ἔχουν γραφεῖ γιὰ τὴν πρόοδο τοῦ σοβιετικοῦ σχολείου. Κι ὁ πιὸ ἀντιδραστικὸς ἀκόμα τύπος δὲν μπορεῖ νὰ κρύψει τὶς προόδους αὐτές. bbox=[344, 197, 572, 253]
review-contents-title: ΠΕΡΙΕΧΟΜΕΝΑ: bbox=[1249, 914, 1405, 936]
paragraph: Γι' αὐτὸ πηγαίνει σ' ὅλα τὰ ἐθνικοσοσιαλιστικὰ σωματεῖα, τὰ συνοικιακὰ καφενεῖα, τὰ ταβερνάκια ποὺ ἡ ἀστυνομία τὰ κλείνει. Πηγαίνει λοιπὸν λόγου χάρη στὰ μαγαζιὰ καὶ ζητάει τσιγάρα, κάπνο καὶ χαρτὶ καὶ τρώει τὰ φιλενάδα του. bbox=[28, 1647, 298, 1719]
paragraph: — «Μὰ δὲν ἔκανα τίποτε!» bbox=[1124, 1770, 1251, 1783]
notice-elec-title: ΕΙΔΟΠΟΙΗΣΗ bbox=[894, 929, 1008, 949]
notice-central-title: ΕΙΔΟΠΟΙΗΣΗ ΕΝΩΤ. ΚΕΝΤΡΟΥ bbox=[57, 989, 305, 1008]
review-item: Ἕλενης Ἀλεξοπούλου: Γιὰ τὴν κατάχτηση τῶν ὑφαντουργῶν τῆς Λάρισας. bbox=[1117, 995, 1433, 1007]
doctor-line: Ἰδιαιτέρα εἴσοδος διὰ Κυρίας. Τηλέφωνον 54-41 bbox=[1344, 773, 1550, 784]
paragraph: Ἀκόμα ὑπάρχουν πολλὲς ὑπόνοιες γιὰ χαφιεδισμό. bbox=[1086, 348, 1314, 375]
letter-line: Μικρούλια. Ἀνταποκρίσεις ποὺ ἀφοροῦν ὅμιλους Ἐργ. Βοήθειας, στέλνονται στὸ «Δελτίο». bbox=[826, 1092, 1076, 1119]
paragraph: Ὅλο τὸ σχολεῖο παίρνει ἐνεργὸ μέρος στὴν ἀποπεράτωση τοῦ κολχὸζ. 12 χρονῶν παιδιὰ διαβάζουν τὰ ἔργα τοῦ Γκόρκυ, τοῦ Μπεζιμένσκυ, Μαγιακόφσκυ κλπ. bbox=[344, 792, 572, 848]
free-title: ΤΟΥ «ΡΙΖΟΣΠΑΣΤΗ» bbox=[1359, 111, 1535, 131]
